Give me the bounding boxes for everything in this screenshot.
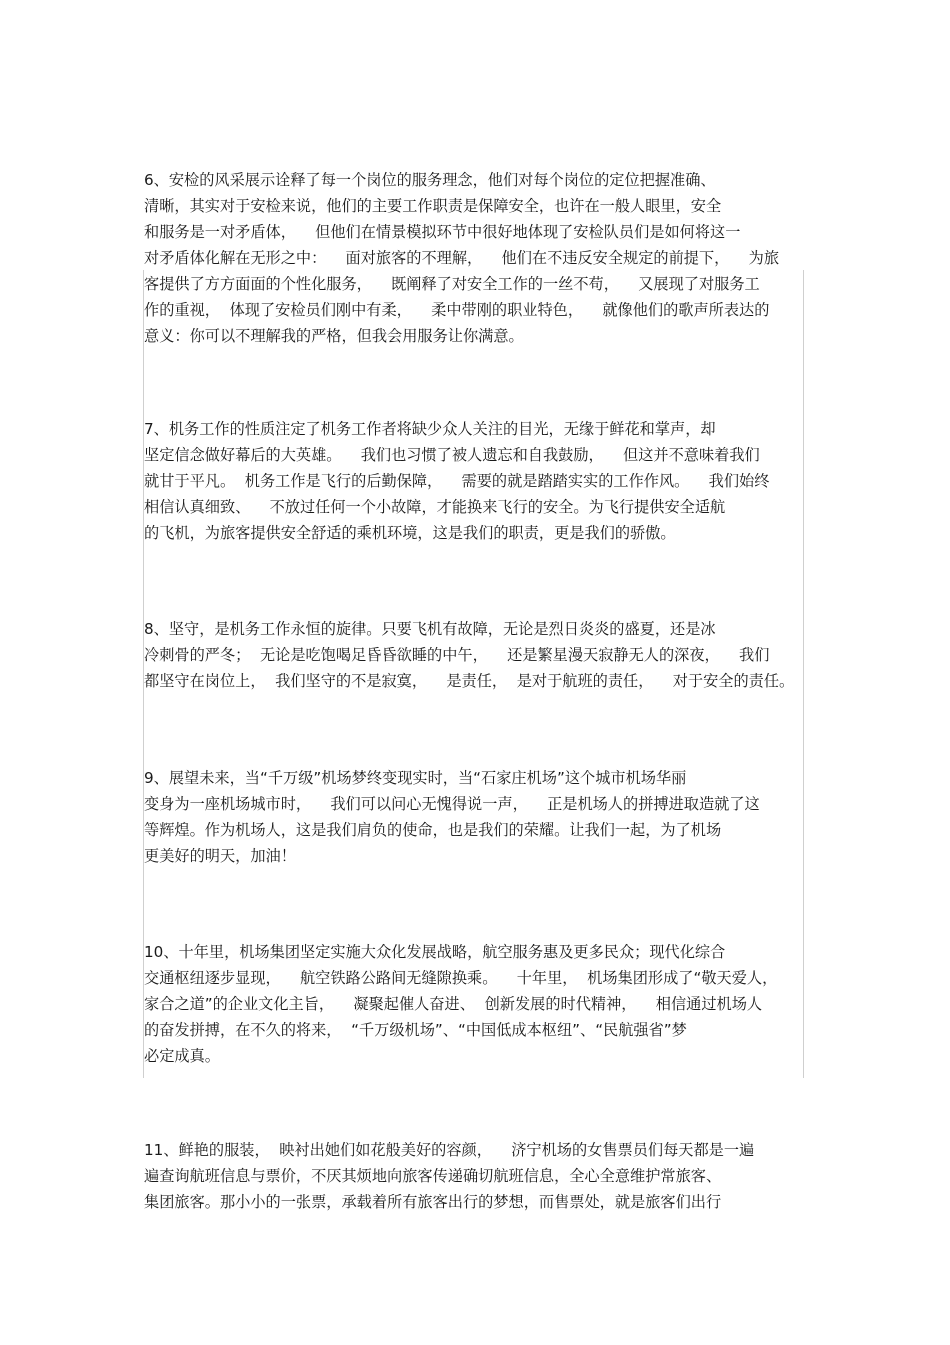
text-line: 7、机务工作的性质注定了机务工作者将缺少众人关注的目光，无缘于鲜花和掌声，却 xyxy=(144,420,716,438)
text-line: 9、展望未来，当“千万级”机场梦终变现实时，当“石家庄机场”这个城市机场华丽 xyxy=(144,769,687,787)
text-line: 作的重视， 体现了安检员们刚中有柔， 柔中带刚的职业特色， 就像他们的歌声所表达的 xyxy=(144,301,770,319)
text-line: 清晰，其实对于安检来说，他们的主要工作职责是保障安全，也许在一般人眼里，安全 xyxy=(144,197,722,215)
paragraph-10 xyxy=(144,939,804,1069)
text-line: 家合之道”的企业文化主旨， 凝聚起催人奋进、 创新发展的时代精神， 相信通过机场人 xyxy=(144,995,763,1013)
text-line: 遍查询航班信息与票价，不厌其烦地向旅客传递确切航班信息，全心全意维护常旅客、 xyxy=(144,1167,722,1185)
text-line: 必定成真。 xyxy=(144,1047,220,1065)
text-line: 就甘于平凡。 机务工作是飞行的后勤保障， 需要的就是踏踏实实的工作作风。 我们始终 xyxy=(144,472,770,490)
paragraph-9 xyxy=(144,765,804,869)
text-line: 的奋发拼搏，在不久的将来， “千万级机场”、“中国低成本枢纽”、“民航强省”梦 xyxy=(144,1021,687,1039)
text-line: 10、十年里，机场集团坚定实施大众化发展战略，航空服务惠及更多民众；现代化综合 xyxy=(144,943,726,961)
text-line: 意义：你可以不理解我的严格，但我会用服务让你满意。 xyxy=(144,327,524,345)
text-line: 交通枢纽逐步显现， 航空铁路公路间无缝隙换乘。 十年里， 机场集团形成了“敬天爱人， xyxy=(144,969,778,987)
text-line: 都坚守在岗位上， 我们坚守的不是寂寞， 是责任， 是对于航班的责任， 对于安全的责任。 xyxy=(144,672,795,690)
text-line: 集团旅客。那小小的一张票，承载着所有旅客出行的梦想，而售票处，就是旅客们出行 xyxy=(144,1193,722,1211)
text-line: 8、坚守，是机务工作永恒的旋律。只要飞机有故障，无论是烈日炎炎的盛夏，还是冰 xyxy=(144,620,716,638)
paragraph-6 xyxy=(144,167,804,349)
text-line: 客提供了方方面面的个性化服务， 既阐释了对安全工作的一丝不苟， 又展现了对服务工 xyxy=(144,275,760,293)
paragraph-7 xyxy=(144,416,804,546)
paragraph-11 xyxy=(144,1137,804,1215)
text-line: 和服务是一对矛盾体， 但他们在情景模拟环节中很好地体现了安检队员们是如何将这一 xyxy=(144,223,741,241)
text-line: 冷刺骨的严冬； 无论是吃饱喝足昏昏欲睡的中午， 还是繁星漫天寂静无人的深夜， 我们 xyxy=(144,646,770,664)
text-line: 对矛盾体化解在无形之中： 面对旅客的不理解， 他们在不违反安全规定的前提下， 为旅 xyxy=(144,249,780,267)
text-line: 变身为一座机场城市时， 我们可以问心无愧得说一声， 正是机场人的拼搏进取造就了这 xyxy=(144,795,760,813)
paragraph-8 xyxy=(144,616,804,694)
text-line: 等辉煌。作为机场人，这是我们肩负的使命，也是我们的荣耀。让我们一起，为了机场 xyxy=(144,821,722,839)
text-line: 更美好的明天，加油！ xyxy=(144,847,296,865)
text-line: 的飞机，为旅客提供安全舒适的乘机环境，这是我们的职责，更是我们的骄傲。 xyxy=(144,524,676,542)
text-line: 相信认真细致、 不放过任何一个小故障，才能换来飞行的安全。为飞行提供安全适航 xyxy=(144,498,726,516)
text-line: 6、安检的风采展示诠释了每一个岗位的服务理念，他们对每个岗位的定位把握准确、 xyxy=(144,171,716,189)
text-line: 坚定信念做好幕后的大英雄。 我们也习惯了被人遗忘和自我鼓励， 但这并不意味着我们 xyxy=(144,446,760,464)
text-line: 11、鲜艳的服装， 映衬出她们如花般美好的容颜， 济宁机场的女售票员们每天都是一遍 xyxy=(144,1141,755,1159)
